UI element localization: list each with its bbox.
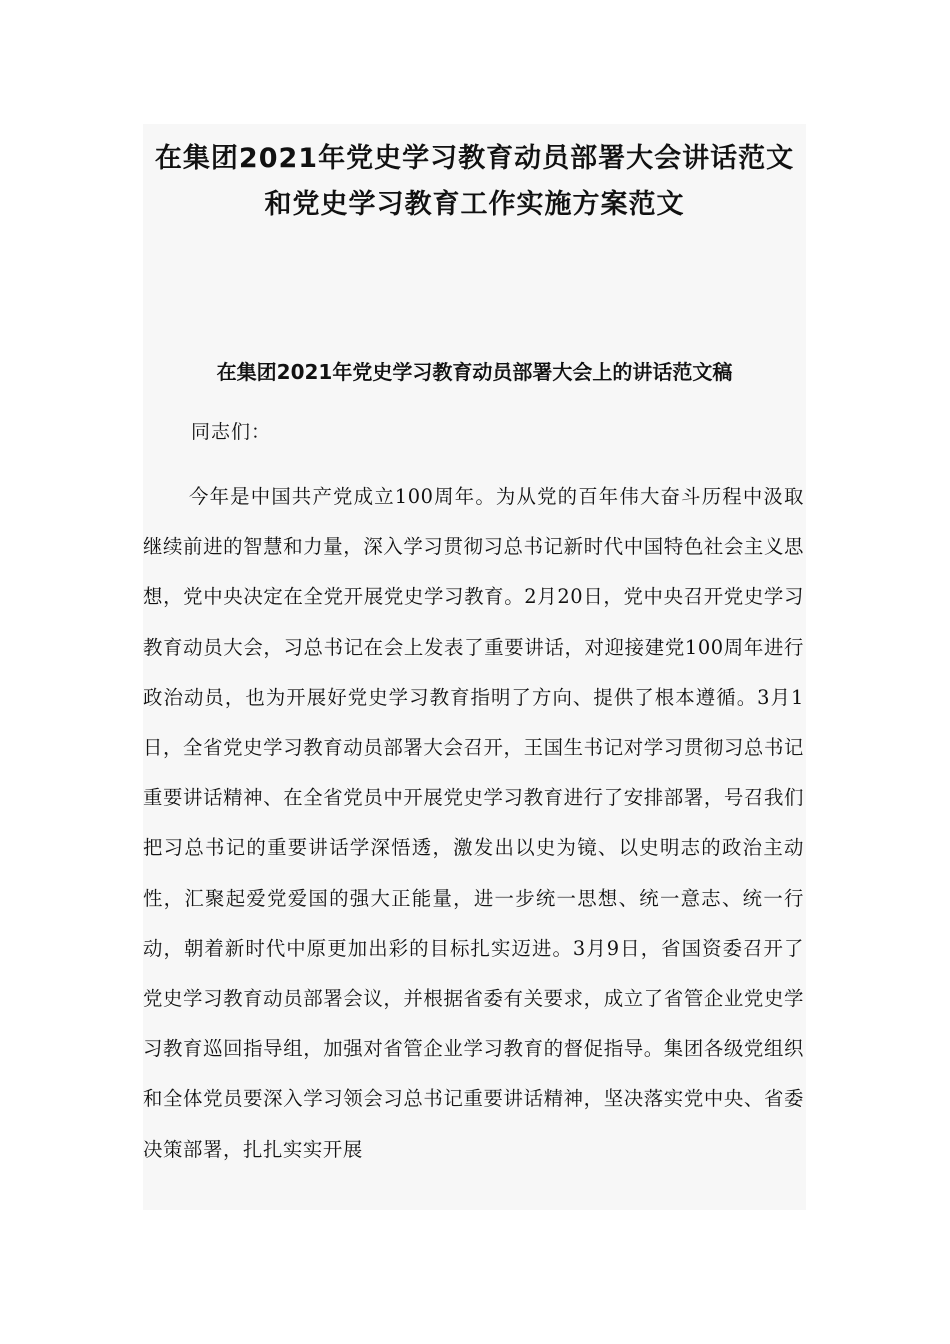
title-line-1: 在集团2021年党史学习教育动员部署大会讲话范文 — [154, 143, 795, 174]
document-title — [143, 124, 806, 228]
salutation: 同志们： — [191, 421, 272, 443]
document-page — [143, 124, 806, 1210]
section-title: 在集团2021年党史学习教育动员部署大会上的讲话范文稿 — [216, 360, 733, 384]
title-line-2: 和党史学习教育工作实施方案范文 — [264, 189, 685, 220]
body-paragraph: 今年是中国共产党成立100周年。为从党的百年伟大奋斗历程中汲取继续前进的智慧和力量，深入学习贯彻习总书记新时代中国特色社会主义思想，党中央决定在全党开展党史学习教育。2月20日，党中央召开党史学习教育动员大会，习总书记在会上发表了重要讲话，对迎接建党100周年进行政治动员，也为开展好党史学习教育指明了方向、提供了根本遵循。3月1日，全省党史学习教育动员部署大会召开，王国生书记对学习贯彻习总书记重要讲话精神、在全省党员中开展党史学习教育进行了安排部署，号召我们把习总书记的重要讲话学深悟透，激发出以史为镜、以史明志的政治主动性，汇聚起爱党爱国的强大正能量，进一步统一思想、统一意志、统一行动，朝着新时代中原更加出彩的目标扎实迈进。3月9日，省国资委召开了党史学习教育动员部署会议，并根据省委有关要求，成立了省管企业党史学习教育巡回指导组，加强对省管企业学习教育的督促指导。集团各级党组织和全体党员要深入学习领会习总书记重要讲话精神，坚决落实党中央、省委决策部署，扎扎实实开展 — [143, 485, 804, 1161]
